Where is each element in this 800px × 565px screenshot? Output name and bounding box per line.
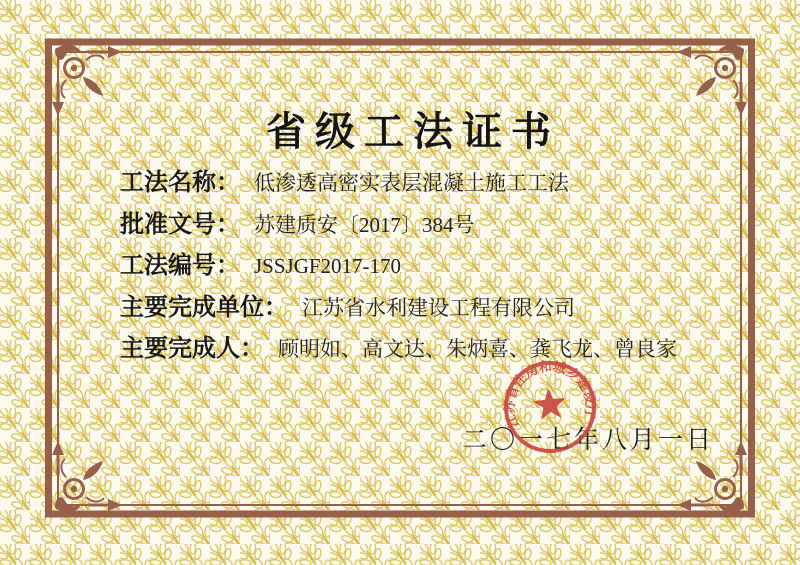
field-label: 工法编号：: [120, 253, 240, 279]
field-label: 工法名称：: [120, 170, 240, 196]
seal-star-icon: [532, 386, 567, 420]
field-value: JSSJGF2017-170: [254, 254, 402, 278]
field-value: 江苏省水利建设工程有限公司: [302, 295, 575, 320]
field-label: 批准文号：: [120, 211, 240, 238]
field-row-method-number: [120, 246, 677, 288]
seal-text: 江苏省住房和城乡建设厅: [501, 358, 599, 431]
field-value: 苏建质安〔2017〕384号: [254, 212, 475, 237]
field-row-main-unit: [120, 288, 677, 330]
field-row-method-name: [120, 163, 677, 205]
certificate-title: 省级工法证书: [266, 109, 560, 154]
field-label: 主要完成人：: [120, 336, 264, 362]
issue-date: 二〇一七年八月一日: [462, 427, 715, 454]
field-value: 低渗透高密实表层混凝土施工工法: [254, 171, 569, 195]
official-seal: [482, 339, 618, 475]
field-label: 主要完成单位：: [120, 294, 288, 321]
field-value: 顾明如、高文达、朱炳喜、龚飞龙、曾良家: [278, 337, 677, 361]
field-row-approval-number: [120, 205, 677, 247]
